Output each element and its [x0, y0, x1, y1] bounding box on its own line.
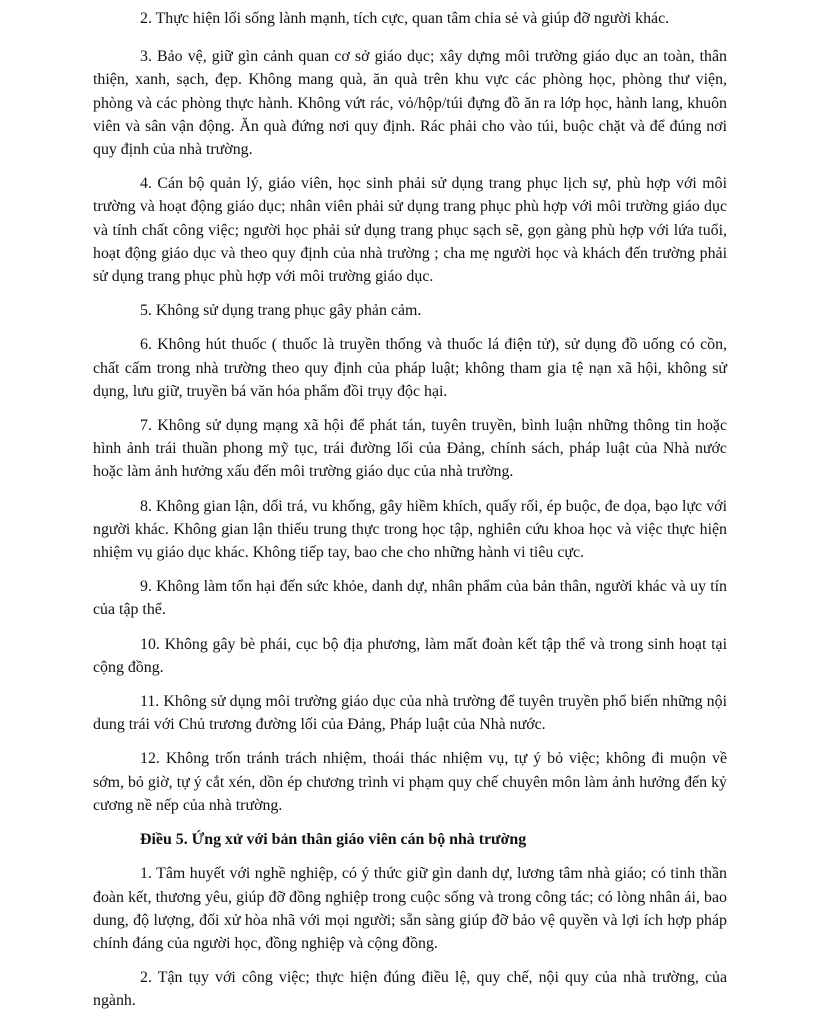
paragraph-item-11: 11. Không sử dụng môi trường giáo dục của nhà trường để tuyên truyền phổ biến những nội dung trái với Chủ trương đường lối của Đảng, Pháp luật của Nhà nước. [93, 693, 727, 734]
paragraph-item-5: 5. Không sử dụng trang phục gây phản cảm. [140, 302, 422, 320]
paragraph-item-8: 8. Không gian lận, dối trá, vu khống, gây hiềm khích, quấy rối, ép buộc, đe dọa, bạo lực với người khác. Không gian lận thiếu trung thực trong học tập, nghiên cứu khoa học và việc thực hiện nhiệm vụ giáo dục khác. Không tiếp tay, bao che cho những hành vi tiêu cực. [93, 497, 727, 562]
paragraph-item-9: 9. Không làm tổn hại đến sức khỏe, danh dự, nhân phẩm của bản thân, người khác và uy tín của tập thể. [93, 578, 727, 619]
article-5-paragraph-2: 2. Tận tụy với công việc; thực hiện đúng điều lệ, quy chế, nội quy của nhà trường, của ngành. [93, 969, 727, 1010]
paragraph-item-3: 3. Bảo vệ, giữ gìn cảnh quan cơ sở giáo dục; xây dựng môi trường giáo dục an toàn, thân thiện, xanh, sạch, đẹp. Không mang quà, ăn quà trên khu vực các phòng học, phòng thư viện, phòng và các phòng thực hành. Không vứt rác, vỏ/hộp/túi đựng đồ ăn ra lớp học, hành lang, khuôn viên và sân vận động. Ăn quà đứng nơi quy định. Rác phải cho vào túi, buộc chặt và để đúng nơi quy định của nhà trường. [93, 48, 727, 159]
paragraph-item-6: 6. Không hút thuốc ( thuốc là truyền thống và thuốc lá điện tử), sử dụng đồ uống có cồn, chất cấm trong nhà trường theo quy định của pháp luật; không tham gia tệ nạn xã hội, không sử dụng, lưu giữ, truyền bá văn hóa phẩm đồi trụy độc hại. [93, 336, 727, 400]
paragraph-item-2: 2. Thực hiện lối sống lành mạnh, tích cực, quan tâm chia sẻ và giúp đỡ người khác. [140, 10, 670, 27]
article-5-heading: Điều 5. Ứng xử với bản thân giáo viên cán bộ nhà trường [140, 831, 527, 849]
paragraph-item-4: 4. Cán bộ quản lý, giáo viên, học sinh phải sử dụng trang phục lịch sự, phù hợp với môi trường và hoạt động giáo dục; nhân viên phải sử dụng trang phục phù hợp với môi trường giáo dục và tính chất công việc; người học phải sử dụng trang phục sạch sẽ, gọn gàng phù hợp với lứa tuổi, hoạt động giáo dục và theo quy định của nhà trường ; cha mẹ người học và khách đến trường phải sử dụng trang phục phù hợp với môi trường giáo dục. [93, 175, 727, 286]
paragraph-item-12: 12. Không trốn tránh trách nhiệm, thoái thác nhiệm vụ, tự ý bỏ việc; không đi muộn về sớm, bỏ giờ, tự ý cắt xén, dồn ép chương trình vi phạm quy chế chuyên môn làm ảnh hưởng đến kỷ cương nề nếp của nhà trường. [93, 750, 727, 814]
document-page [93, 0, 727, 1013]
paragraph-item-10: 10. Không gây bè phái, cục bộ địa phương, làm mất đoàn kết tập thể và trong sinh hoạt tại cộng đồng. [93, 635, 727, 676]
paragraph-item-7: 7. Không sử dụng mạng xã hội để phát tán, tuyên truyền, bình luận những thông tin hoặc hình ảnh trái thuần phong mỹ tục, trái đường lối của Đảng, chính sách, pháp luật của Nhà nước hoặc làm ảnh hưởng xấu đến môi trường giáo dục của nhà trường. [93, 417, 727, 481]
article-5-paragraph-1: 1. Tâm huyết với nghề nghiệp, có ý thức giữ gìn danh dự, lương tâm nhà giáo; có tinh thần đoàn kết, thương yêu, giúp đỡ đồng nghiệp trong cuộc sống và trong công tác; có lòng nhân ái, bao dung, độ lượng, đối xử hòa nhã với mọi người; sẵn sàng giúp đỡ bảo vệ quyền và lợi ích hợp pháp chính đáng của người học, đồng nghiệp và cộng đồng. [93, 865, 727, 952]
